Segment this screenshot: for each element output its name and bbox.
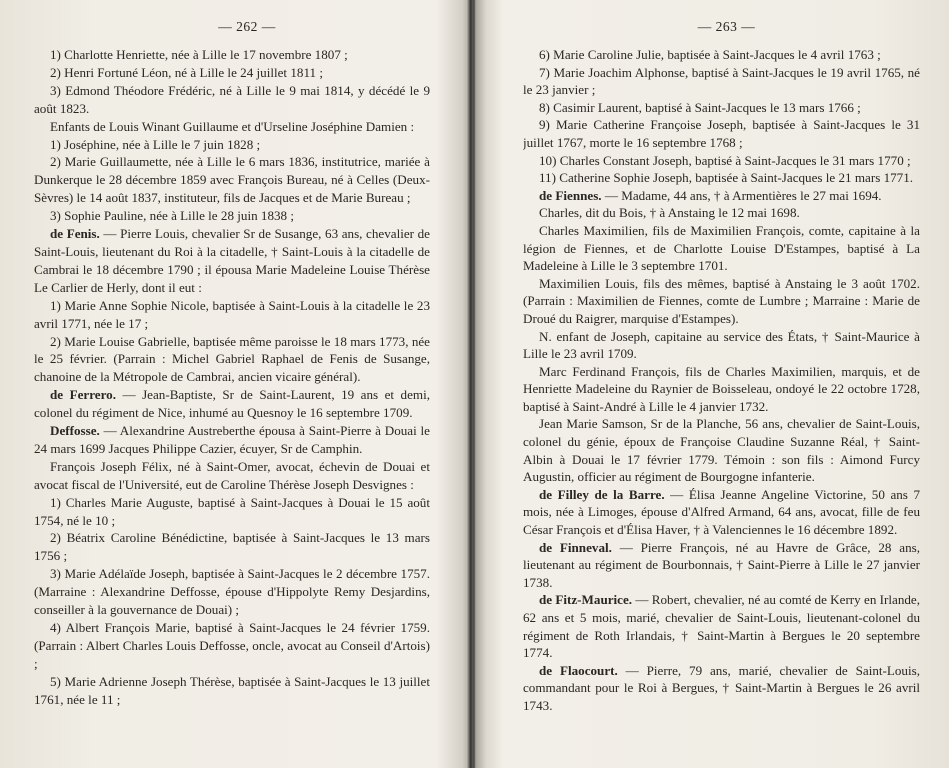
entry-name: de Finneval. bbox=[539, 539, 612, 555]
paragraph: 10) Charles Constant Joseph, baptisé à Saint-Jacques le 31 mars 1770 ; bbox=[539, 152, 911, 168]
entry-text: — Pierre, 79 ans, marié, chevalier de Saint-Louis, commandant pour le Roi à Bergues, † Saint-Martin à Bergues le 26 avril 1743. bbox=[523, 662, 920, 713]
paragraph: 6) Marie Caroline Julie, baptisée à Saint-Jacques le 4 avril 1763 ; bbox=[539, 47, 881, 62]
entry-text: — Pierre François, né au Havre de Grâce, 28 ans, lieutenant au régiment de Bourbonnais, † Saint-Pierre à Lille le 27 janvier 1738. bbox=[523, 539, 920, 590]
paragraph: Marc Ferdinand François, fils de Charles Maximilien, marquis, et de Henriette Madeleine du Raynier de Boisseleau, ondoyé le 22 octobre 1728, baptisé à Saint-André à Lille le 4 janvier 1732. bbox=[523, 363, 920, 414]
entry-text: — Robert, chevalier, né au comté de Kerry en Irlande, 62 ans et 5 mois, marié, chevalier de Saint-Louis, lieutenant-colonel du régiment de Roth Irlandais, † Saint-Martin à Bergues le 20 septembre 1774. bbox=[523, 592, 920, 661]
right-page bbox=[523, 0, 920, 768]
paragraph: Maximilien Louis, fils des mêmes, baptisé à Anstaing le 3 août 1702. (Parrain : Maximilien de Fiennes, comte de Lumbre ; Marraine : Marie de Droué du Raigrer, marquise d'Estampes). bbox=[523, 275, 920, 326]
page-number-left: — 262 — bbox=[218, 19, 276, 34]
paragraph: 4) Albert François Marie, baptisé à Saint-Jacques le 24 février 1759. (Parrain : Albert Charles Louis Deffosse, oncle, avocat au Conseil d'Artois) ; bbox=[34, 620, 430, 671]
paragraph: N. enfant de Joseph, capitaine au service des États, † Saint-Maurice à Lille le 23 avril 1709. bbox=[523, 328, 920, 362]
paragraph: Charles, dit du Bois, † à Anstaing le 12 mai 1698. bbox=[539, 205, 800, 221]
entry-name: de Fitz-Maurice. bbox=[539, 592, 633, 608]
entry-name: de Flaocourt. bbox=[539, 662, 618, 678]
left-page bbox=[34, 0, 430, 768]
paragraph: 11) Catherine Sophie Joseph, baptisée à Saint-Jacques le 21 mars 1771. bbox=[539, 170, 914, 186]
entry-flaocourt bbox=[523, 662, 920, 715]
paragraph: 8) Casimir Laurent, baptisé à Saint-Jacques le 13 mars 1766 ; bbox=[539, 99, 861, 115]
paragraph: Charles Maximilien, fils de Maximilien François, comte, capitaine à la légion de Fiennes, et de Charlotte Louise D'Estampes, baptisé à La Madeleine à Lille le 3 septembre 1701. bbox=[523, 222, 920, 274]
entry-filley bbox=[523, 486, 920, 539]
entry-text: — Jean-Baptiste, Sr de Saint-Laurent, 19 ans et demi, colonel du régiment de Nice, inhumé au Quesnoy le 16 septembre 1709. bbox=[34, 387, 430, 421]
paragraph: 1) Marie Anne Sophie Nicole, baptisée à Saint-Louis à la citadelle le 23 avril 1771, née le 17 ; bbox=[34, 297, 430, 331]
paragraph: 1) Joséphine, née à Lille le 7 juin 1828 ; bbox=[50, 136, 261, 152]
entry-ferrero bbox=[34, 386, 430, 422]
entry-text: — Pierre Louis, chevalier Sr de Susange, 63 ans, chevalier de Saint-Louis, lieutenant du Roi à la citadelle, † Saint-Louis à la citadelle de Cambrai le 18 décembre 1790 ; il épousa Marie Madeleine Louise Thérèse Le Carlier de Herly, dont il eut : bbox=[34, 226, 430, 295]
paragraph: 1) Charles Marie Auguste, baptisé à Saint-Jacques à Douai le 15 août 1754, né le 10 ; bbox=[34, 494, 430, 528]
entry-text: — Alexandrine Austreberthe épousa à Saint-Pierre à Douai le 24 mars 1699 Jacques Philippe Cazier, écuyer, Sr de Camphin. bbox=[34, 423, 430, 456]
entry-finneval bbox=[523, 539, 920, 592]
entry-fitz-maurice bbox=[523, 591, 920, 661]
paragraph: 1) Charlotte Henriette, née à Lille le 17 novembre 1807 ; bbox=[50, 47, 348, 62]
paragraph: François Joseph Félix, né à Saint-Omer, avocat, échevin de Douai et avocat fiscal de l'Université, eut de Caroline Thérèse Joseph Desvignes : bbox=[34, 458, 430, 492]
book-gutter bbox=[462, 0, 486, 768]
entry-text: — Madame, 44 ans, † à Armentières le 27 mai 1694. bbox=[604, 187, 882, 203]
paragraph: Enfants de Louis Winant Guillaume et d'Urseline Joséphine Damien : bbox=[50, 118, 415, 134]
paragraph: 5) Marie Adrienne Joseph Thérèse, baptisée à Saint-Jacques le 13 juillet 1761, née le 11 ; bbox=[34, 673, 430, 707]
paragraph: 2) Henri Fortuné Léon, né à Lille le 24 juillet 1811 ; bbox=[50, 64, 323, 80]
paragraph: 3) Edmond Théodore Frédéric, né à Lille le 9 mai 1814, y décédé le 9 août 1823. bbox=[34, 82, 430, 116]
entry-fenis bbox=[34, 225, 430, 297]
entry-name: de Filley de la Barre. bbox=[539, 486, 665, 502]
paragraph: 2) Marie Guillaumette, née à Lille le 6 mars 1836, institutrice, mariée à Dunkerque le 28 décembre 1859 avec François Bureau, né à Celles (Deux-Sèvres) le 14 août 1837, instituteur, fils de Jacques et de Marie Bureau ; bbox=[34, 154, 430, 206]
paragraph: Jean Marie Samson, Sr de la Planche, 56 ans, chevalier de Saint-Louis, colonel du génie, époux de Françoise Claudine Suzanne Réal, † Saint-Albin à Douai le 17 février 1779. Témoin : son fils : Aimond Furcy Augustin, officier au régiment de Bourgogne infanterie. bbox=[523, 416, 920, 485]
paragraph: 2) Marie Louise Gabrielle, baptisée même paroisse le 18 mars 1773, née le 25 février. (Parrain : Michel Gabriel Raphael de Fenis de Susange, chanoine de la Métropole de Cambrai, ancien vicaire général). bbox=[34, 333, 430, 385]
paragraph: 3) Sophie Pauline, née à Lille le 28 juin 1838 ; bbox=[50, 208, 295, 224]
entry-fiennes bbox=[523, 187, 920, 205]
paragraph: 7) Marie Joachim Alphonse, baptisé à Saint-Jacques le 19 avril 1765, né le 23 janvier ; bbox=[523, 64, 920, 98]
entry-deffosse bbox=[34, 422, 430, 458]
entry-name: de Fenis. bbox=[50, 226, 100, 242]
entry-name: Deffosse. bbox=[50, 423, 100, 439]
page-number-right: — 263 — bbox=[697, 19, 756, 34]
entry-text: — Élisa Jeanne Angeline Victorine, 50 ans 7 mois, née à Limoges, épouse d'Alfred Armand, 64 ans, avocat, fille de feu César François et d'Élisa Haver, † à Valenciennes le 16 décembre 1892. bbox=[523, 486, 920, 538]
paragraph: 3) Marie Adélaïde Joseph, baptisée à Saint-Jacques le 2 décembre 1757. (Marraine : Alexandrine Deffosse, épouse d'Hippolyte Remy Desjardins, conseiller à la gouvernance de Douai) ; bbox=[34, 566, 430, 618]
paragraph: 9) Marie Catherine Françoise Joseph, baptisée à Saint-Jacques le 31 juillet 1767, morte le 16 septembre 1768 ; bbox=[523, 117, 920, 150]
entry-name: de Ferrero. bbox=[50, 387, 116, 403]
paragraph: 2) Béatrix Caroline Bénédictine, baptisée à Saint-Jacques le 13 mars 1756 ; bbox=[34, 530, 430, 564]
entry-name: de Fiennes. bbox=[539, 187, 602, 203]
